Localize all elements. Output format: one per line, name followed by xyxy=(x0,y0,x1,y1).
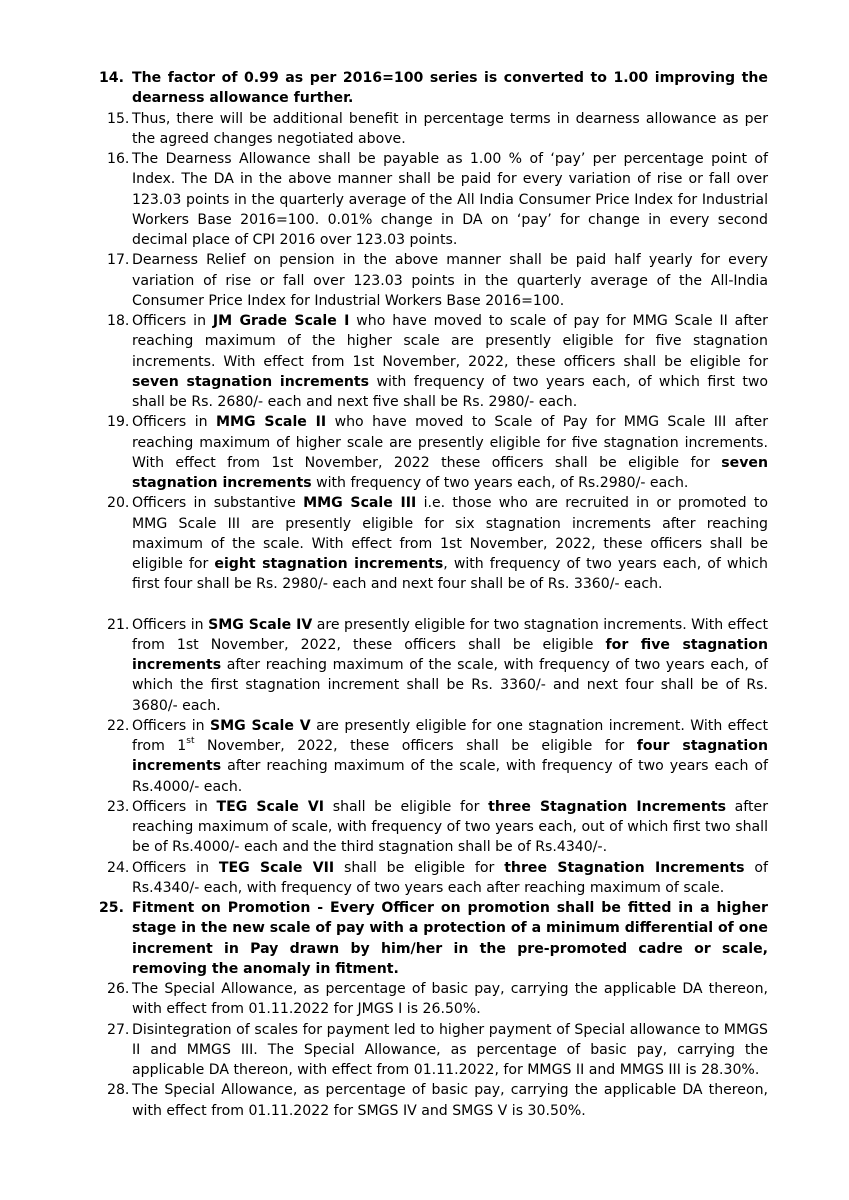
item-text: , with frequency of two years each, of which first four shall be Rs. 2980/- each and next four shall be of Rs. 3360/- each. xyxy=(132,556,768,593)
list-item-26 xyxy=(107,979,768,1020)
increment-emphasis: seven stagnation increments xyxy=(132,373,370,390)
list-item-16 xyxy=(107,149,768,250)
item-text: Officers in xyxy=(132,414,216,431)
item-number: 23. xyxy=(107,798,130,815)
item-number: 19. xyxy=(107,414,130,431)
item-text: The factor of 0.99 as per 2016=100 series is converted to 1.00 improving the dearness allowance further. xyxy=(132,70,768,107)
scale-name-bold: TEG Scale VII xyxy=(218,859,335,876)
item-text: who have moved to scale of pay for MMG Scale II after reaching maximum of the higher scale are presently eligible for five stagnation increments. With effect from 1st November, 2022, these officers shall be eligible for xyxy=(132,313,768,370)
item-text: November, 2022, these officers shall be eligible for xyxy=(194,738,637,754)
item-number: 26. xyxy=(107,981,130,997)
scale-name-bold: SMG Scale IV xyxy=(208,616,313,633)
list-item-23 xyxy=(107,797,769,858)
item-text: Officers in xyxy=(132,313,213,329)
item-number: 27. xyxy=(107,1021,130,1038)
increment-emphasis: eight stagnation increments xyxy=(214,556,444,572)
scale-name-bold: MMG Scale II xyxy=(215,414,327,431)
item-text: Officers in xyxy=(132,616,209,633)
scale-name-bold: MMG Scale III xyxy=(303,495,417,512)
item-number: 14. xyxy=(99,70,124,86)
item-text: i.e. those who are recruited in or promoted to MMG Scale III are presently eligible for six stagnation increments after reaching maximum of the scale. With effect from 1st November, 2022, these officers shall be eligible for xyxy=(132,495,768,572)
list-item-21 xyxy=(107,615,768,716)
item-text: Officers in xyxy=(132,798,217,815)
item-text: The Special Allowance, as percentage of basic pay, carrying the applicable DA thereon, with effect from 01.11.2022 for JMGS I is 26.50%. xyxy=(132,981,768,1018)
increment-emphasis: for five stagnation increments xyxy=(132,636,768,673)
item-text: after reaching maximum of the scale, with frequency of two years each, of which the first stagnation increment shall be Rs. 3360/- and next four shall be of Rs. 3680/- each. xyxy=(132,657,768,714)
list-item-18 xyxy=(107,311,768,412)
item-number: 17. xyxy=(107,252,130,269)
item-number: 15. xyxy=(107,110,130,127)
item-text: Thus, there will be additional benefit in percentage terms in dearness allowance as per the agreed changes negotiated above. xyxy=(132,110,768,147)
item-text: Disintegration of scales for payment led to higher payment of Special allowance to MMGS II and MMGS III. The Special Allowance, as percentage of basic pay, carrying the applicable DA thereon, with effect from 01.11.2022, for MMGS II and MMGS III is 28.30%. xyxy=(132,1021,768,1078)
item-text: after reaching maximum of scale, with frequency of two years each, out of which first two shall be of Rs.4000/- each and the third stagnation shall be of Rs.4340/-. xyxy=(132,798,769,856)
item-text: shall be eligible for xyxy=(334,859,505,876)
item-number: 20. xyxy=(107,495,130,512)
item-text: Officers in xyxy=(132,717,210,734)
item-text: Fitment on Promotion - Every Officer on promotion shall be fitted in a higher stage in the new scale of pay with a protection of a minimum differential of one increment in Pay drawn by him/her in the pre-promoted cadre or scale, removing the anomaly in fitment. xyxy=(132,900,768,977)
item-text: with frequency of two years each, of Rs.2980/- each. xyxy=(311,475,689,491)
item-text: Officers in substantive xyxy=(132,495,304,512)
item-text: of Rs.4340/- each, with frequency of two years each after reaching maximum of scale. xyxy=(132,859,768,896)
document-page xyxy=(0,68,849,1121)
item-text: who have moved to Scale of Pay for MMG Scale III after reaching maximum of higher scale are presently eligible for five stagnation increments. With effect from 1st November, 2022 these officers shall be eligible for xyxy=(132,414,768,471)
increment-emphasis: seven stagnation increments xyxy=(132,454,768,491)
list-item-20 xyxy=(107,493,768,594)
item-text: Officers in xyxy=(132,859,219,876)
item-text: are presently eligible for one stagnation increment. With effect from 1 xyxy=(132,717,768,754)
scale-name-bold: TEG Scale VI xyxy=(216,798,325,815)
list-item-25 xyxy=(99,898,768,979)
item-text: shall be eligible for xyxy=(324,798,489,815)
item-text: are presently eligible for two stagnation increments. With effect from 1st November, 2022, these officers shall be eligible xyxy=(132,616,768,653)
item-text: The Special Allowance, as percentage of basic pay, carrying the applicable DA thereon, with effect from 01.11.2022 for SMGS IV and SMGS V is 30.50%. xyxy=(132,1082,768,1119)
list-item-22 xyxy=(107,716,768,797)
list-item-24 xyxy=(107,858,768,899)
increment-emphasis: four stagnation increments xyxy=(132,738,768,775)
item-text: with frequency of two years each, of which first two shall be Rs. 2680/- each and next five shall be Rs. 2980/- each. xyxy=(132,373,768,410)
item-text: after reaching maximum of the scale, with frequency of two years each of Rs.4000/- each. xyxy=(132,758,768,795)
item-number: 21. xyxy=(107,616,130,633)
item-text: Dearness Relief on pension in the above manner shall be paid half yearly for every variation of rise or fall over 123.03 points in the quarterly average of the All-India Consumer Price Index for Industrial Workers Base 2016=100. xyxy=(132,252,768,309)
item-number: 25. xyxy=(99,900,124,916)
list-item-28 xyxy=(107,1080,768,1121)
ordinal-superscript: st xyxy=(186,736,195,747)
item-number: 28. xyxy=(107,1082,130,1099)
increment-emphasis: three Stagnation Increments xyxy=(488,798,726,815)
scale-name-bold: SMG Scale V xyxy=(209,717,311,734)
list-item-17 xyxy=(107,250,768,311)
list-item-27 xyxy=(107,1020,768,1081)
item-number: 24. xyxy=(107,859,130,876)
item-number: 18. xyxy=(107,313,130,329)
increment-emphasis: three Stagnation Increments xyxy=(504,859,745,876)
scale-name-bold: JM Grade Scale I xyxy=(212,313,350,329)
list-item-19 xyxy=(107,412,768,493)
item-number: 16. xyxy=(107,151,130,167)
list-item-14 xyxy=(99,68,768,109)
item-number: 22. xyxy=(107,717,130,734)
list-item-15 xyxy=(107,109,768,150)
item-text: The Dearness Allowance shall be payable as 1.00 % of ‘pay’ per percentage point of Index. The DA in the above manner shall be paid for every variation of rise or fall over 123.03 points in the quarterly average of the All India Consumer Price Index for Industrial Workers Base 2016=100. 0.01% change in DA on ‘pay’ for change in every second decimal place of CPI 2016 over 123.03 points. xyxy=(132,151,768,248)
